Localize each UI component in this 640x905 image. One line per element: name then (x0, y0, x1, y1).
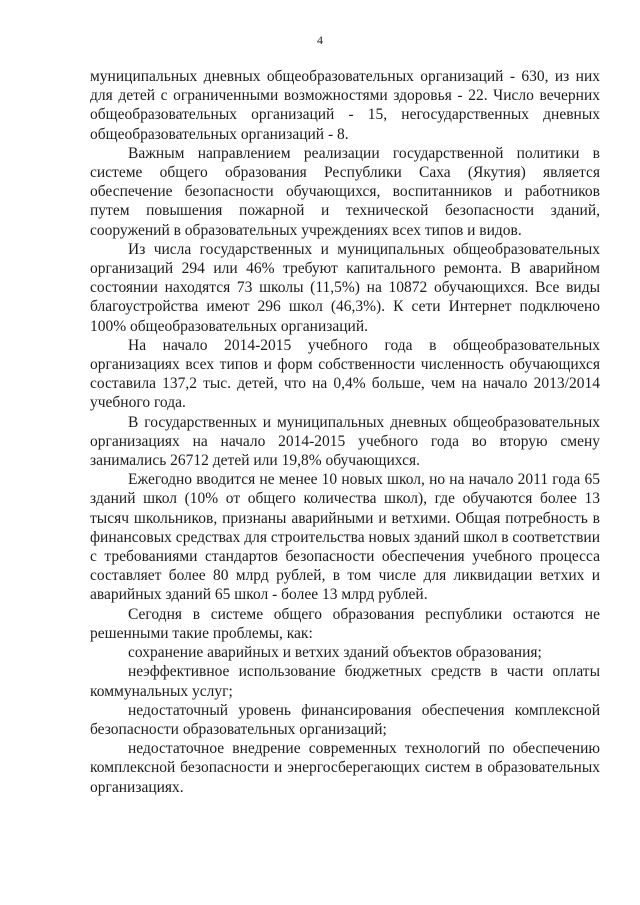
paragraph: На начало 2014-2015 учебного года в общеобразовательных организациях всех типов и форм собственности численность обучающихся составила 137,2 тыс. детей, что на 0,4% больше, чем на начало 2013/2014 учебного года. (90, 336, 600, 412)
document-body (90, 67, 600, 797)
paragraph: Из числа государственных и муниципальных общеобразовательных организаций 294 или 46% требуют капитального ремонта. В аварийном состоянии находятся 73 школы (11,5%) на 10872 обучающихся. Все виды благоустройства имеют 296 школ (46,3%). К сети Интернет подключено 100% общеобразовательных организаций. (90, 240, 600, 335)
paragraph: Ежегодно вводится не менее 10 новых школ, но на начало 2011 года 65 зданий школ (10% от общего количества школ), где обучаются более 13 тысяч школьников, признаны аварийными и ветхими. Общая потребность в финансовых средствах для строительства новых зданий школ в соответствии с требованиями стандартов безопасности обеспечения учебного процесса составляет более 80 млрд рублей, в том числе для ликвидации ветхих и аварийных зданий 65 школ - более 13 млрд рублей. (90, 471, 600, 604)
paragraph: Важным направлением реализации государственной политики в системе общего образования Республики Саха (Якутия) является обеспечение безопасности обучающихся, воспитанников и работников путем повышения пожарной и технической безопасности зданий, сооружений в образовательных учреждениях всех типов и видов. (90, 144, 600, 239)
paragraph: Сегодня в системе общего образования республики остаются не решенными такие проблемы, как: (90, 605, 600, 642)
paragraph: муниципальных дневных общеобразовательных организаций - 630, из них для детей с ограниченными возможностями здоровья - 22. Число вечерних общеобразовательных организаций - 15, негосударственных дневных общеобразовательных организаций - 8. (90, 68, 600, 143)
list-item: недостаточный уровень финансирования обеспечения комплексной безопасности образовательных организаций; (90, 701, 600, 738)
paragraph: В государственных и муниципальных дневных общеобразовательных организациях на начало 2014-2015 учебного года во вторую смену занимались 26712 детей или 19,8% обучающихся. (90, 413, 600, 470)
list-item: неэффективное использование бюджетных средств в части оплаты коммунальных услуг; (90, 663, 600, 700)
page-number: 4 (317, 33, 323, 47)
list-item: сохранение аварийных и ветхих зданий объектов образования; (128, 644, 542, 662)
list-item: недостаточное внедрение современных технологий по обеспечению комплексной безопасности и энергосберегающих систем в образовательных организациях. (90, 740, 600, 796)
